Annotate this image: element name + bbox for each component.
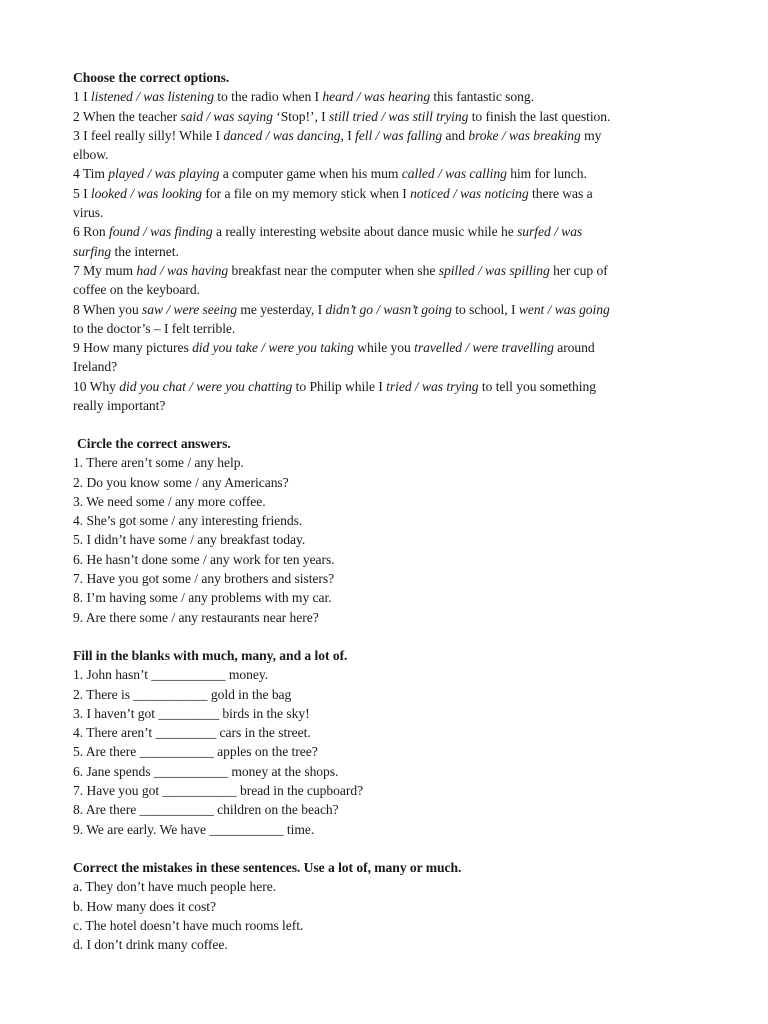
sentence-text: 9 How many pictures bbox=[73, 340, 193, 356]
answer-options: called / was calling bbox=[401, 166, 507, 182]
sentence-line bbox=[73, 762, 703, 781]
sentence-text: 5. Are there ___________ apples on the tree? bbox=[73, 744, 318, 760]
sentence-text: 4. There aren’t _________ cars in the street. bbox=[73, 725, 311, 741]
sentence-text: Ireland? bbox=[73, 359, 118, 375]
sentence-text: coffee on the keyboard. bbox=[73, 282, 200, 298]
answer-options: played / was playing bbox=[108, 166, 220, 182]
sentence-text: a. They don’t have much people here. bbox=[73, 879, 277, 895]
sentence-text: 10 Why bbox=[73, 378, 120, 394]
answer-options: saw / were seeing bbox=[142, 301, 237, 317]
answer-options: went / was going bbox=[518, 301, 610, 317]
sentence-text: 8. Are there ___________ children on the beach? bbox=[73, 802, 339, 818]
sentence-line bbox=[73, 319, 703, 338]
sentence-line bbox=[73, 723, 703, 742]
answer-options: still tried / was still trying bbox=[328, 108, 469, 124]
sentence-line bbox=[73, 800, 703, 819]
sentence-text: for a file on my memory stick when I bbox=[202, 185, 411, 201]
answer-options: fell / was falling bbox=[355, 127, 443, 143]
sentence-line bbox=[73, 453, 703, 472]
sentence-line bbox=[73, 781, 703, 800]
sentence-text: to finish the last question. bbox=[468, 108, 611, 124]
sentence-line bbox=[73, 665, 703, 684]
sentence-text: , I bbox=[340, 127, 356, 143]
answer-options: said / was saying bbox=[180, 108, 273, 124]
sentence-text: really important? bbox=[73, 398, 166, 414]
sentence-text: while you bbox=[353, 340, 415, 356]
sentence-text: virus. bbox=[73, 205, 104, 221]
sentence-line bbox=[73, 357, 703, 376]
sentence-line bbox=[73, 280, 703, 299]
sentence-text: elbow. bbox=[73, 147, 109, 163]
answer-options: tried / was trying bbox=[386, 378, 479, 394]
sentence-text: 5 I bbox=[73, 185, 91, 201]
sentence-text: 2 When the teacher bbox=[73, 108, 181, 124]
sentence-text: 3 I feel really silly! While I bbox=[73, 127, 224, 143]
sentence-text: 3. I haven’t got _________ birds in the sky! bbox=[73, 705, 310, 721]
sentence-text: 7. Have you got ___________ bread in the cupboard? bbox=[73, 783, 364, 799]
sentence-line bbox=[73, 222, 703, 241]
sentence-text: him for lunch. bbox=[506, 166, 587, 182]
answer-options: listened / was listening bbox=[90, 89, 214, 105]
section-much-many bbox=[73, 646, 703, 839]
sentence-text: 3. We need some / any more coffee. bbox=[73, 493, 266, 509]
sentence-text: 4 Tim bbox=[73, 166, 109, 182]
sentence-text: my bbox=[580, 127, 602, 143]
answer-options: noticed / was noticing bbox=[410, 185, 529, 201]
answer-options: looked / was looking bbox=[90, 185, 203, 201]
sentence-text: 7. Have you got some / any brothers and sisters? bbox=[73, 571, 335, 587]
section-heading: Choose the correct options. bbox=[73, 70, 230, 85]
answer-options: travelled / were travelling bbox=[414, 340, 554, 356]
sentence-text: to tell you something bbox=[478, 378, 596, 394]
sentence-text: to the doctor’s – I felt terrible. bbox=[73, 320, 236, 336]
sentence-text: to school, I bbox=[451, 301, 519, 317]
answer-options: did you chat / were you chatting bbox=[119, 378, 293, 394]
sentence-text: 6 Ron bbox=[73, 224, 109, 240]
sentence-text: 2. There is ___________ gold in the bag bbox=[73, 686, 292, 702]
answer-options: danced / was dancing bbox=[223, 127, 341, 143]
sentence-line bbox=[73, 916, 703, 935]
sentence-text: a computer game when his mum bbox=[219, 166, 402, 182]
sentence-line bbox=[73, 107, 703, 126]
sentence-line bbox=[73, 742, 703, 761]
sentence-text: this fantastic song. bbox=[430, 89, 534, 105]
answer-options: spilled / was spilling bbox=[438, 262, 550, 278]
sentence-line bbox=[73, 492, 703, 511]
sentence-line bbox=[73, 935, 703, 954]
sentence-text: 8. I’m having some / any problems with my car. bbox=[73, 590, 332, 606]
sentence-text: to Philip while I bbox=[292, 378, 387, 394]
sentence-text: 1. John hasn’t ___________ money. bbox=[73, 667, 269, 683]
sentence-line bbox=[73, 685, 703, 704]
answer-options: broke / was breaking bbox=[468, 127, 581, 143]
sentence-line bbox=[73, 203, 703, 222]
sentence-text: around bbox=[553, 340, 595, 356]
sentence-text: d. I don’t drink many coffee. bbox=[73, 937, 228, 953]
sentence-line bbox=[73, 184, 703, 203]
sentence-text: 6. He hasn’t done some / any work for ten years. bbox=[73, 551, 335, 567]
sentence-line bbox=[73, 242, 703, 261]
sentence-text: to the radio when I bbox=[213, 89, 323, 105]
sentence-line bbox=[73, 704, 703, 723]
section-correct-mistakes bbox=[73, 858, 703, 954]
sentence-line bbox=[73, 550, 703, 569]
sentence-line bbox=[73, 126, 703, 145]
sentence-text: me yesterday, I bbox=[236, 301, 326, 317]
sentence-text: 5. I didn’t have some / any breakfast today. bbox=[73, 532, 306, 548]
answer-options: surfed / was bbox=[517, 224, 583, 240]
section-heading: Correct the mistakes in these sentences. Use a lot of, many or much. bbox=[73, 860, 462, 875]
sentence-line bbox=[73, 145, 703, 164]
sentence-line bbox=[73, 87, 703, 106]
sentence-line bbox=[73, 820, 703, 839]
sentence-text: her cup of bbox=[549, 262, 608, 278]
sentence-text: breakfast near the computer when she bbox=[228, 262, 439, 278]
sentence-text: 9. We are early. We have ___________ time. bbox=[73, 821, 315, 837]
sentence-text: 1. There aren’t some / any help. bbox=[73, 455, 244, 471]
sentence-line bbox=[73, 300, 703, 319]
section-heading: Fill in the blanks with much, many, and a lot of. bbox=[73, 648, 348, 663]
sentence-line bbox=[73, 473, 703, 492]
sentence-text: 4. She’s got some / any interesting friends. bbox=[73, 513, 303, 529]
sentence-text: 9. Are there some / any restaurants near here? bbox=[73, 609, 319, 625]
sentence-line bbox=[73, 377, 703, 396]
sentence-line bbox=[73, 588, 703, 607]
answer-options: didn’t go / wasn’t going bbox=[325, 301, 452, 317]
sentence-line bbox=[73, 897, 703, 916]
sentence-line bbox=[73, 530, 703, 549]
answer-options: did you take / were you taking bbox=[192, 340, 354, 356]
sentence-text: b. How many does it cost? bbox=[73, 898, 216, 914]
section-some-any bbox=[73, 434, 703, 627]
sentence-line bbox=[73, 608, 703, 627]
sentence-text: c. The hotel doesn’t have much rooms left. bbox=[73, 917, 304, 933]
answer-options: had / was having bbox=[136, 262, 229, 278]
sentence-text: 2. Do you know some / any Americans? bbox=[73, 474, 289, 490]
sentence-line bbox=[73, 338, 703, 357]
sentence-line bbox=[73, 569, 703, 588]
sentence-line bbox=[73, 261, 703, 280]
sentence-text: there was a bbox=[528, 185, 593, 201]
sentence-line bbox=[73, 511, 703, 530]
sentence-line bbox=[73, 877, 703, 896]
answer-options: heard / was hearing bbox=[322, 89, 431, 105]
section-heading: Circle the correct answers. bbox=[77, 436, 231, 451]
section-past-tense bbox=[73, 68, 703, 415]
sentence-line bbox=[73, 396, 703, 415]
sentence-text: 6. Jane spends ___________ money at the shops. bbox=[73, 763, 339, 779]
sentence-text: ‘Stop!’, I bbox=[272, 108, 329, 124]
sentence-line bbox=[73, 164, 703, 183]
answer-options: surfing bbox=[73, 243, 112, 259]
sentence-text: 8 When you bbox=[73, 301, 143, 317]
sentence-text: and bbox=[442, 127, 469, 143]
sentence-text: 7 My mum bbox=[73, 262, 137, 278]
sentence-text: the internet. bbox=[111, 243, 179, 259]
sentence-text: 1 I bbox=[73, 89, 91, 105]
answer-options: found / was finding bbox=[108, 224, 213, 240]
sentence-text: a really interesting website about dance music while he bbox=[212, 224, 518, 240]
